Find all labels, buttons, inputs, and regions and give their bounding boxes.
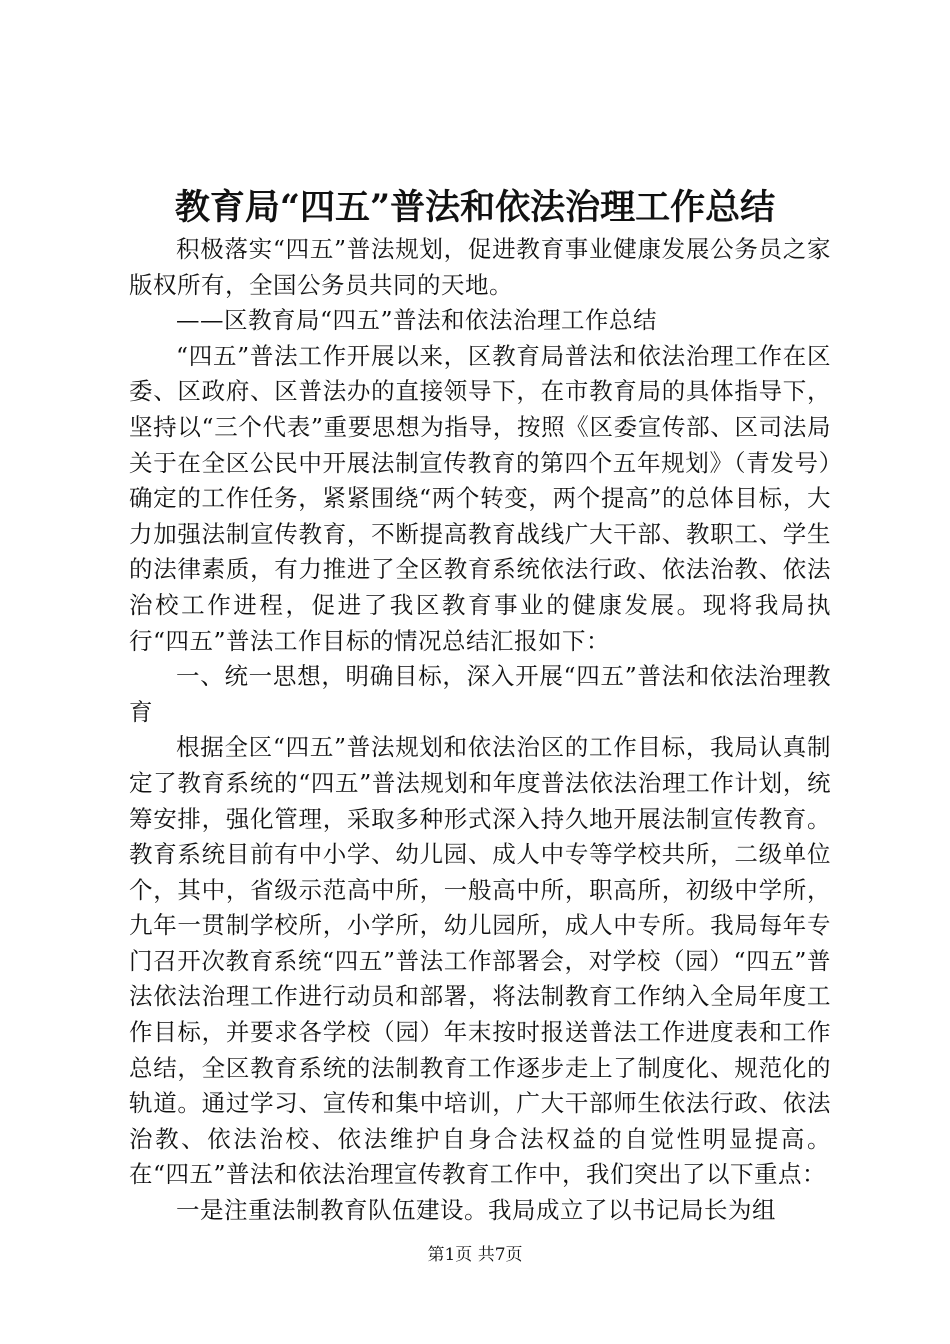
section-heading-one: 一、统一思想，明确目标，深入开展“四五”普法和依法治理教育 xyxy=(129,662,831,726)
paragraph-overview: “四五”普法工作开展以来，区教育局普法和依法治理工作在区委、区政府、区普法办的直接领导下，在市教育局的具体指导下，坚持以“三个代表”重要思想为指导，按照《区委宣传部、区司法局关于在全区公民中开展法制宣传教育的第四个五年规划》（青发号）确定的工作任务，紧紧围绕“两个转变，两个提高”的总体目标，大力加强法制宣传教育，不断提高教育战线广大干部、教职工、学生的法律素质，有力推进了全区教育系统依法行政、依法治教、依法治校工作进程，促进了我区教育事业的健康发展。现将我局执行“四五”普法工作目标的情况总结汇报如下： xyxy=(129,341,831,655)
page-footer: 第1页 共7页 xyxy=(427,1245,523,1265)
paragraph-intro: 积极落实“四五”普法规划，促进教育事业健康发展公务员之家版权所有，全国公务员共同的天地。 xyxy=(129,235,831,299)
paragraph-subtitle: ——区教育局“四五”普法和依法治理工作总结 xyxy=(176,306,658,335)
paragraph-section-one: 根据全区“四五”普法规划和依法治区的工作目标，我局认真制定了教育系统的“四五”普法规划和年度普法依法治理工作计划，统筹安排，强化管理，采取多种形式深入持久地开展法制宣传教育。教育系统目前有中小学、幼儿园、成人中专等学校共所，二级单位个，其中，省级示范高中所，一般高中所，职高所，初级中学所，九年一贯制学校所，小学所，幼儿园所，成人中专所。我局每年专门召开次教育系统“四五”普法工作部署会，对学校（园）“四五”普法依法治理工作进行动员和部署，将法制教育工作纳入全局年度工作目标，并要求各学校（园）年末按时报送普法工作进度表和工作总结，全区教育系统的法制教育工作逐步走上了制度化、规范化的轨道。通过学习、宣传和集中培训，广大干部师生依法行政、依法治教、依法治校、依法维护自身合法权益的自觉性明显提高。在“四五”普法和依法治理宣传教育工作中，我们突出了以下重点： xyxy=(129,733,831,1189)
document-title: 教育局“四五”普法和依法治理工作总结 xyxy=(174,187,776,228)
document-body xyxy=(129,232,831,1229)
paragraph-point-one: 一是注重法制教育队伍建设。我局成立了以书记局长为组 xyxy=(176,1196,776,1225)
